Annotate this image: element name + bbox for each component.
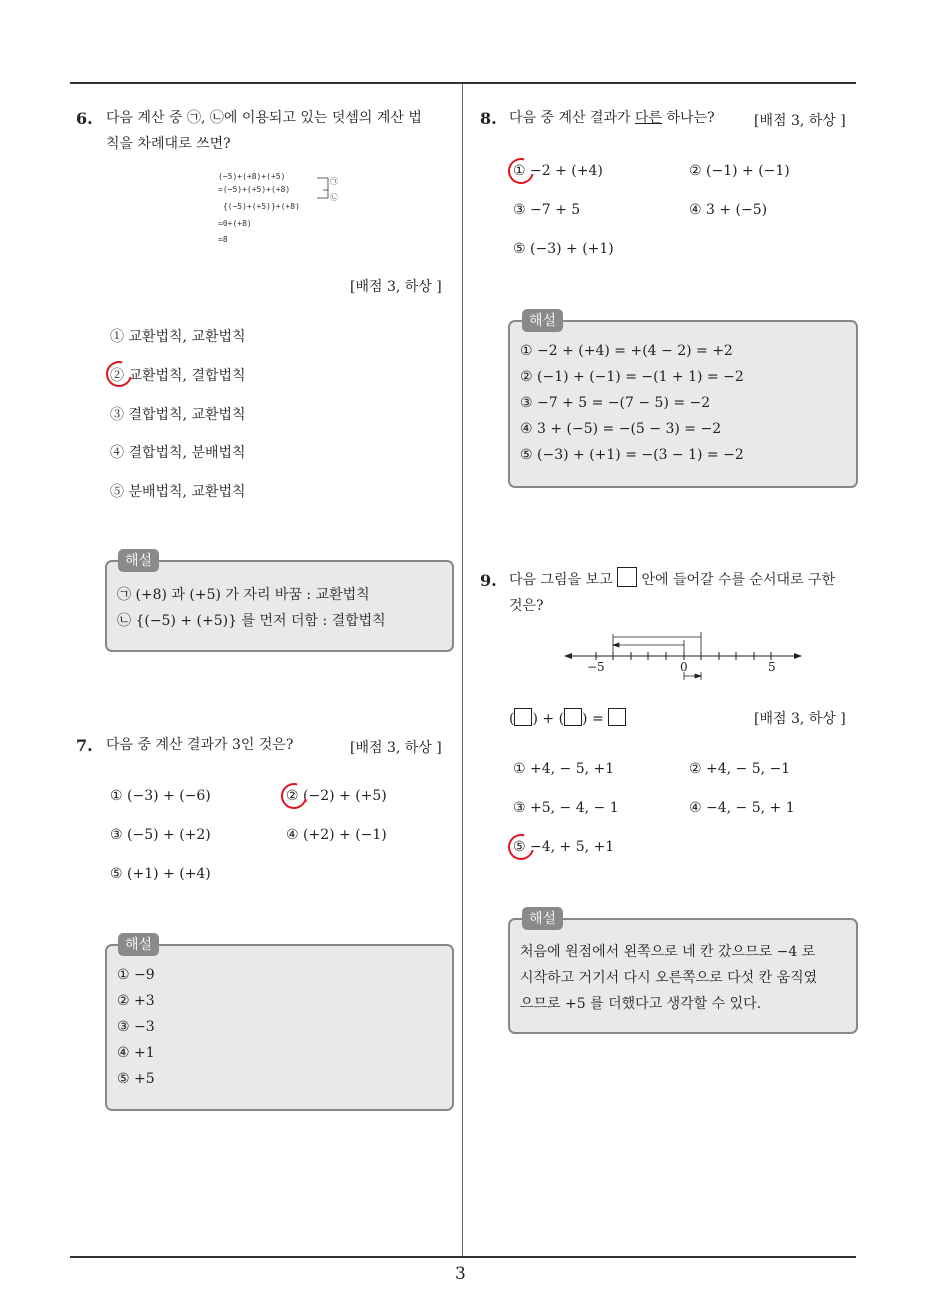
q7-explanation-tag: 해설	[118, 933, 159, 956]
page-number: 3	[455, 1264, 466, 1284]
q7-explanation-line: ③ −3	[117, 1019, 155, 1035]
q6-number: 6.	[76, 109, 93, 128]
q6-text-line2: 칙을 차례대로 쓰면?	[106, 136, 231, 152]
q9-blank-1	[514, 708, 532, 726]
q9-expr-plus: +	[542, 711, 555, 727]
q7-score: [배점 3, 하상 ]	[350, 740, 442, 756]
q7-option-4[interactable]: ④ (+2) + (−1)	[286, 827, 387, 843]
q6-calc-mark-b: ㉡	[330, 193, 338, 202]
q7-option-5[interactable]: ⑤ (+1) + (+4)	[110, 866, 211, 882]
q7-option-3[interactable]: ③ (−5) + (+2)	[110, 827, 211, 843]
q9-expression: ( ) + ( ) =	[509, 708, 626, 727]
q9-text-line2: 것은?	[509, 598, 544, 614]
q8-option-5[interactable]: ⑤ (−3) + (+1)	[513, 241, 614, 257]
q9-text-post: 안에 들어갈 수를 순서대로 구한	[641, 572, 836, 588]
q6-calc-line: =(−5)+(+5)+(+8)	[218, 185, 291, 194]
q9-number-line	[560, 628, 810, 688]
q6-calc-line: =0+(+8)	[218, 219, 252, 228]
q9-explanation-line: 시작하고 거기서 다시 오른쪽으로 다섯 칸 움직였	[520, 970, 818, 986]
q9-explanation-line: 처음에 원점에서 왼쪽으로 네 칸 갔으므로 −4 로	[520, 944, 816, 960]
q9-option-1[interactable]: ① +4, − 5, +1	[513, 761, 615, 777]
q9-axis-label-neg5: −5	[587, 660, 605, 674]
q9-expr-eq: =	[591, 711, 604, 727]
q6-explanation-line: ㉠ (+8) 과 (+5) 가 자리 바꿈 : 교환법칙	[117, 587, 370, 603]
q9-option-3[interactable]: ③ +5, − 4, − 1	[513, 800, 619, 816]
q9-option-5[interactable]: ⑤ −4, + 5, +1	[513, 839, 615, 855]
header-rule	[70, 82, 856, 84]
q8-explanation-line: ① −2 + (+4) = +(4 − 2) = +2	[520, 343, 733, 359]
q8-explanation-tag: 해설	[522, 309, 563, 332]
footer-rule	[70, 1256, 856, 1258]
q6-text-line1: 다음 계산 중 ㉠, ㉡에 이용되고 있는 덧셈의 계산 법	[106, 110, 422, 126]
q9-score: [배점 3, 하상 ]	[754, 711, 846, 727]
q8-option-1[interactable]: ① −2 + (+4)	[513, 163, 603, 179]
q9-number: 9.	[480, 571, 497, 590]
q8-text-post: 하나는?	[662, 110, 715, 126]
q9-axis-label-0: 0	[680, 660, 688, 674]
q6-option-2[interactable]: ② 교환법칙, 결합법칙	[110, 368, 246, 384]
q8-answer-mark	[503, 153, 539, 189]
q9-explanation-line: 으므로 +5 를 더했다고 생각할 수 있다.	[520, 996, 762, 1012]
q6-explanation-tag: 해설	[118, 549, 159, 572]
q7-explanation-line: ⑤ +5	[117, 1071, 155, 1087]
q7-explanation-line: ④ +1	[117, 1045, 155, 1061]
q6-calc-line: =8	[218, 235, 228, 244]
q9-explanation-tag: 해설	[522, 907, 563, 930]
q9-answer-mark	[503, 829, 539, 865]
q7-explanation-line: ② +3	[117, 993, 155, 1009]
q8-explanation-line: ② (−1) + (−1) = −(1 + 1) = −2	[520, 369, 744, 385]
q9-option-2[interactable]: ② +4, − 5, −1	[689, 761, 791, 777]
q6-option-1[interactable]: ① 교환법칙, 교환법칙	[110, 329, 246, 345]
q8-score: [배점 3, 하상 ]	[754, 113, 846, 129]
q6-calc-mark-a: ㉠	[330, 177, 338, 186]
q8-text-underlined: 다른	[635, 110, 663, 126]
q6-option-3[interactable]: ③ 결합법칙, 교환법칙	[110, 407, 246, 423]
q7-number: 7.	[76, 736, 93, 755]
q7-explanation-line: ① −9	[117, 967, 155, 983]
q7-option-1[interactable]: ① (−3) + (−6)	[110, 788, 211, 804]
q9-text-line1	[509, 567, 835, 593]
q6-calc-line: (−5)+(+8)+(+5)	[218, 172, 286, 181]
q8-option-2[interactable]: ② (−1) + (−1)	[689, 163, 790, 179]
q8-explanation-line: ④ 3 + (−5) = −(5 − 3) = −2	[520, 421, 722, 437]
q6-answer-mark	[101, 356, 137, 392]
column-divider	[462, 84, 463, 1256]
q8-text	[509, 105, 715, 131]
q7-explanation-box	[105, 944, 454, 1111]
q8-number: 8.	[480, 109, 497, 128]
q8-text-pre: 다음 중 계산 결과가	[509, 110, 635, 126]
q6-option-5[interactable]: ⑤ 분배법칙, 교환법칙	[110, 484, 246, 500]
q6-explanation-line: ㉡ {(−5) + (+5)} 를 먼저 더함 : 결합법칙	[117, 613, 386, 629]
q7-answer-mark	[276, 778, 312, 814]
q8-explanation-line: ③ −7 + 5 = −(7 − 5) = −2	[520, 395, 711, 411]
q6-score: [배점 3, 하상 ]	[350, 279, 442, 295]
q9-text-pre: 다음 그림을 보고	[509, 572, 613, 588]
q7-text: 다음 중 계산 결과가 3인 것은?	[106, 737, 294, 753]
q9-blank-3	[608, 708, 626, 726]
q9-option-4[interactable]: ④ −4, − 5, + 1	[689, 800, 795, 816]
q8-explanation-line: ⑤ (−3) + (+1) = −(3 − 1) = −2	[520, 447, 744, 463]
q8-option-4[interactable]: ④ 3 + (−5)	[689, 202, 768, 218]
q7-option-2[interactable]: ② (−2) + (+5)	[286, 788, 387, 804]
q9-blank-2	[564, 708, 582, 726]
q6-calc-line: {(−5)+(+5)}+(+8)	[218, 202, 300, 211]
q9-axis-label-5: 5	[768, 660, 776, 674]
q6-option-4[interactable]: ④ 결합법칙, 분배법칙	[110, 445, 246, 461]
q6-explanation-box	[105, 560, 454, 652]
q8-option-3[interactable]: ③ −7 + 5	[513, 202, 581, 218]
q9-blank-box	[617, 567, 637, 587]
